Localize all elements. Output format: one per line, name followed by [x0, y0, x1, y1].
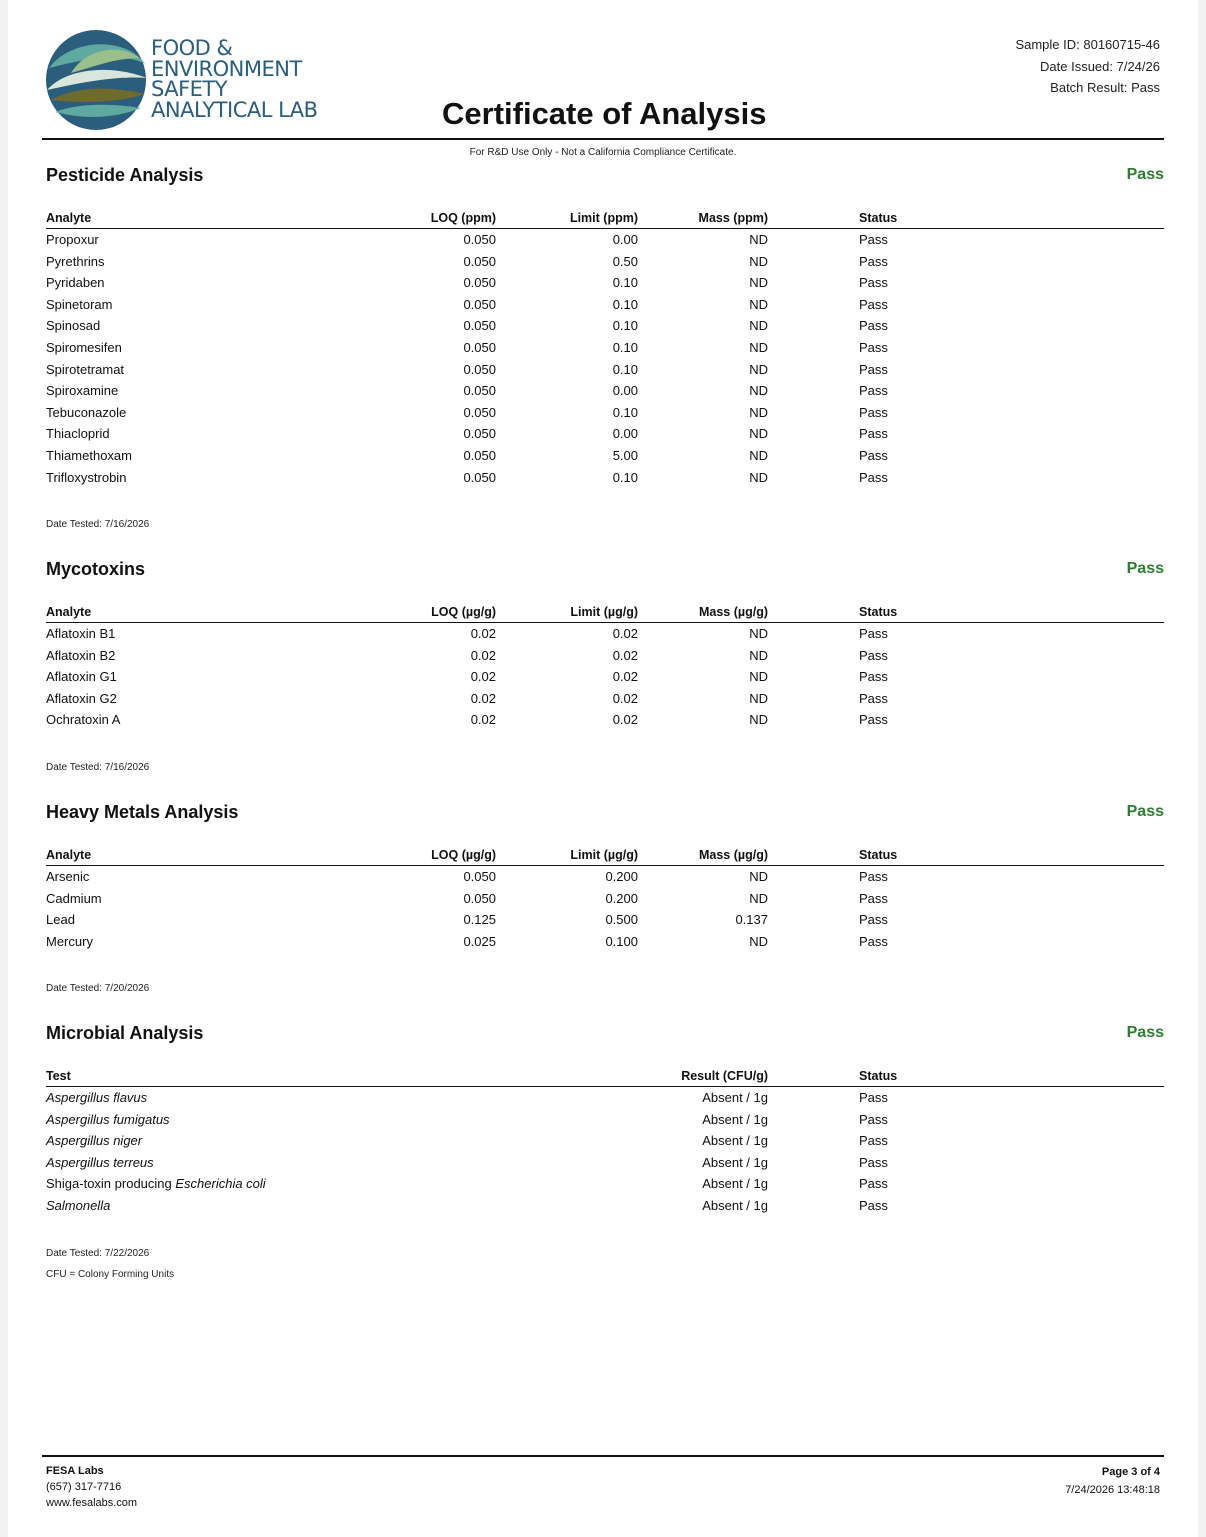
table-row [46, 1087, 1164, 1109]
status-cell: Pass [859, 933, 888, 949]
table-header [46, 1068, 1164, 1087]
test-cell [46, 1112, 170, 1127]
result-cell: Absent / 1g [702, 1090, 768, 1105]
mass-cell: ND [749, 447, 768, 463]
table-row [46, 315, 1164, 337]
batch-result: Batch Result: Pass [1050, 80, 1160, 95]
limit-cell: 0.10 [612, 339, 638, 355]
mass-cell: ND [749, 383, 768, 399]
status-cell: Pass [859, 647, 888, 663]
limit-cell: 0.00 [612, 426, 638, 442]
limit-cell: 0.200 [605, 869, 638, 884]
analyte-cell: Cadmium [46, 890, 102, 906]
mass-cell: ND [749, 339, 768, 355]
status-cell: Pass [859, 669, 888, 685]
limit-cell: 5.00 [612, 447, 638, 463]
sample-meta [1015, 34, 1160, 99]
mass-cell: ND [749, 626, 768, 641]
test-prefix: Shiga-toxin producing [46, 1176, 176, 1192]
table-row [46, 623, 1164, 645]
result-cell: Absent / 1g [702, 1176, 768, 1192]
status-cell: Pass [859, 426, 888, 442]
table-row [46, 337, 1164, 359]
section-title: Mycotoxins [46, 559, 146, 579]
col-status: Status [859, 848, 898, 862]
status-cell: Pass [859, 626, 888, 641]
status-cell: Pass [859, 318, 888, 334]
limit-cell: 0.02 [612, 626, 638, 641]
disclaimer: For R&D Use Only - Not a California Compliance Certificate. [469, 147, 737, 158]
col-test: Test [46, 1069, 71, 1083]
lab-name-line-2: ENVIRONMENT [151, 56, 302, 81]
analyte-cell: Ochratoxin A [46, 712, 121, 728]
print-timestamp: 7/24/2026 13:48:18 [1065, 1484, 1160, 1496]
table-row [46, 272, 1164, 294]
table-row [46, 445, 1164, 467]
mass-cell: ND [749, 404, 768, 420]
col-mass: Mass (µg/g) [698, 605, 768, 619]
loq-cell: 0.050 [463, 296, 496, 312]
status-cell: Pass [859, 869, 888, 884]
analyte-cell: Spiroxamine [46, 383, 119, 399]
mass-cell: ND [749, 690, 768, 706]
section-result: Pass [1126, 560, 1164, 577]
limit-cell: 0.02 [612, 669, 638, 685]
loq-cell: 0.02 [470, 690, 496, 706]
loq-cell: 0.050 [463, 890, 496, 906]
col-loq: LOQ (µg/g) [431, 605, 496, 619]
loq-cell: 0.02 [470, 669, 496, 685]
status-cell: Pass [859, 339, 888, 355]
date-tested: Date Tested: 7/16/2026 [46, 762, 150, 773]
status-cell: Pass [859, 404, 888, 420]
mass-cell: ND [749, 253, 768, 269]
analyte-cell: Propoxur [46, 232, 99, 247]
loq-cell: 0.125 [463, 912, 496, 928]
loq-cell: 0.050 [463, 404, 496, 420]
analyte-cell: Spinosad [46, 318, 101, 334]
table-row [46, 467, 1164, 489]
table-row [46, 666, 1164, 688]
analyte-cell: Aflatoxin G1 [46, 669, 117, 685]
mass-cell: 0.137 [735, 912, 768, 928]
loq-cell: 0.050 [463, 469, 496, 485]
certificate-page [8, 0, 1198, 1537]
analyte-cell: Pyrethrins [46, 253, 105, 269]
analyte-cell: Lead [46, 912, 75, 928]
status-cell: Pass [859, 232, 888, 247]
status-cell: Pass [859, 447, 888, 463]
analyte-cell: Spirotetramat [46, 361, 125, 377]
table-row [46, 709, 1164, 731]
organism-name: Aspergillus niger [46, 1133, 143, 1149]
lab-name-line-3: SAFETY [151, 77, 228, 101]
mass-cell: ND [749, 232, 768, 247]
status-cell: Pass [859, 1090, 888, 1105]
loq-cell: 0.050 [463, 275, 496, 291]
analyte-cell: Thiamethoxam [46, 447, 132, 463]
analyte-cell: Thiacloprid [46, 426, 110, 442]
footer-contact [46, 1463, 137, 1511]
mass-cell: ND [749, 296, 768, 312]
limit-cell: 0.10 [612, 361, 638, 377]
col-mass: Mass (µg/g) [698, 848, 768, 862]
header-divider [42, 138, 1164, 140]
test-cell [46, 1155, 154, 1170]
table-row [46, 423, 1164, 445]
status-cell: Pass [859, 1154, 888, 1170]
limit-cell: 0.50 [612, 253, 638, 269]
lab-name [151, 38, 318, 120]
analyte-cell: Pyridaben [46, 275, 105, 291]
limit-cell: 0.200 [605, 890, 638, 906]
table-header [46, 604, 1164, 623]
table-header [46, 210, 1164, 229]
limit-cell: 0.00 [612, 232, 638, 247]
section-result: Pass [1126, 803, 1164, 820]
table-row [46, 1109, 1164, 1131]
status-cell: Pass [859, 361, 888, 377]
table-row [46, 402, 1164, 424]
table-row [46, 931, 1164, 953]
analyte-cell: Aflatoxin B2 [46, 647, 116, 663]
organism-name: Aspergillus fumigatus [46, 1111, 170, 1127]
footer-divider [42, 1455, 1164, 1457]
mass-cell: ND [749, 469, 768, 485]
loq-cell: 0.050 [463, 447, 496, 463]
table-row [46, 359, 1164, 381]
mycotoxin-rows [46, 623, 1164, 731]
page-title: Certificate of Analysis [442, 96, 767, 131]
mass-cell: ND [749, 712, 768, 728]
col-analyte: Analyte [46, 848, 92, 862]
mass-cell: ND [749, 361, 768, 377]
col-limit: Limit (ppm) [569, 211, 638, 225]
loq-cell: 0.050 [463, 383, 496, 399]
status-cell: Pass [859, 383, 888, 399]
date-issued: Date Issued: 7/24/26 [1040, 58, 1160, 74]
col-analyte: Analyte [46, 211, 92, 225]
mass-cell: ND [749, 933, 768, 949]
table-row [46, 645, 1164, 667]
table-row [46, 866, 1164, 888]
lab-name-line-1: FOOD & [151, 36, 233, 60]
limit-cell: 0.100 [605, 933, 638, 949]
result-cell: Absent / 1g [702, 1197, 768, 1213]
loq-cell: 0.050 [463, 232, 496, 247]
status-cell: Pass [859, 912, 888, 928]
status-cell: Pass [859, 275, 888, 291]
loq-cell: 0.050 [463, 361, 496, 377]
limit-cell: 0.500 [605, 912, 638, 928]
organism-name: Salmonella [46, 1197, 111, 1213]
limit-cell: 0.10 [612, 469, 638, 485]
table-row [46, 1152, 1164, 1174]
table-row [46, 909, 1164, 931]
status-cell: Pass [859, 469, 888, 485]
col-result: Result (CFU/g) [681, 1069, 768, 1083]
status-cell: Pass [859, 890, 888, 906]
loq-cell: 0.02 [470, 626, 496, 641]
loq-cell: 0.02 [470, 647, 496, 663]
mass-cell: ND [749, 318, 768, 334]
col-status: Status [859, 605, 898, 619]
col-mass: Mass (ppm) [698, 211, 768, 225]
table-row [46, 380, 1164, 402]
status-cell: Pass [859, 712, 888, 728]
limit-cell: 0.10 [612, 404, 638, 420]
col-status: Status [859, 211, 898, 225]
result-cell: Absent / 1g [702, 1154, 768, 1170]
limit-cell: 0.10 [612, 275, 638, 291]
pesticide-rows [46, 229, 1164, 488]
loq-cell: 0.050 [463, 339, 496, 355]
sample-id: Sample ID: 80160715-46 [1015, 37, 1160, 52]
table-row [46, 1173, 1164, 1195]
loq-cell: 0.050 [463, 869, 496, 884]
status-cell: Pass [859, 1197, 888, 1213]
analyte-cell: Spiromesifen [46, 339, 122, 355]
col-status: Status [859, 1069, 898, 1083]
result-cell: Absent / 1g [702, 1111, 768, 1127]
cfu-note: CFU = Colony Forming Units [46, 1269, 175, 1280]
table-header [46, 847, 1164, 866]
lab-name-line-4: ANALYTICAL LAB [151, 97, 318, 122]
status-cell: Pass [859, 1111, 888, 1127]
section-result: Pass [1126, 1024, 1164, 1041]
col-limit: Limit (µg/g) [570, 605, 638, 619]
status-cell: Pass [859, 1176, 888, 1192]
metal-rows [46, 866, 1164, 952]
website-link[interactable]: www.fesalabs.com [46, 1497, 138, 1509]
table-row [46, 888, 1164, 910]
status-cell: Pass [859, 253, 888, 269]
limit-cell: 0.02 [612, 647, 638, 663]
section-result: Pass [1126, 166, 1164, 183]
company-name: FESA Labs [46, 1465, 104, 1477]
loq-cell: 0.050 [463, 318, 496, 334]
status-cell: Pass [859, 296, 888, 312]
loq-cell: 0.050 [463, 426, 496, 442]
section-title: Microbial Analysis [46, 1023, 204, 1043]
col-loq: LOQ (ppm) [430, 211, 496, 225]
date-tested: Date Tested: 7/16/2026 [46, 519, 150, 530]
test-cell [46, 1090, 147, 1105]
date-tested: Date Tested: 7/22/2026 [46, 1248, 150, 1259]
mass-cell: ND [749, 869, 768, 884]
page-number: Page 3 of 4 [1101, 1466, 1160, 1478]
table-row [46, 1195, 1164, 1217]
table-row [46, 229, 1164, 251]
mass-cell: ND [749, 275, 768, 291]
mass-cell: ND [749, 426, 768, 442]
table-row [46, 251, 1164, 273]
organism-name: Aspergillus terreus [46, 1154, 154, 1170]
loq-cell: 0.050 [463, 253, 496, 269]
analyte-cell: Trifloxystrobin [46, 469, 127, 485]
test-cell [46, 1198, 110, 1213]
phone-number: (657) 317-7716 [46, 1481, 122, 1493]
analyte-cell: Aflatoxin B1 [46, 626, 116, 641]
organism-name: Aspergillus flavus [46, 1090, 148, 1105]
limit-cell: 0.00 [612, 383, 638, 399]
limit-cell: 0.10 [612, 318, 638, 334]
col-analyte: Analyte [46, 605, 92, 619]
analyte-cell: Mercury [46, 933, 93, 949]
result-cell: Absent / 1g [702, 1133, 768, 1149]
loq-cell: 0.02 [470, 712, 496, 728]
table-row [46, 294, 1164, 316]
analyte-cell: Tebuconazole [46, 404, 127, 420]
test-cell [46, 1133, 142, 1148]
mass-cell: ND [749, 890, 768, 906]
date-tested: Date Tested: 7/20/2026 [46, 983, 150, 994]
limit-cell: 0.02 [612, 712, 638, 728]
limit-cell: 0.02 [612, 690, 638, 706]
loq-cell: 0.025 [463, 933, 496, 949]
col-limit: Limit (µg/g) [570, 848, 638, 862]
limit-cell: 0.10 [612, 296, 638, 312]
analyte-cell: Aflatoxin G2 [46, 690, 117, 706]
section-title: Pesticide Analysis [46, 165, 204, 185]
status-cell: Pass [859, 690, 888, 706]
analyte-cell: Arsenic [46, 869, 90, 884]
microbial-rows [46, 1087, 1164, 1217]
test-cell [46, 1176, 266, 1191]
table-row [46, 688, 1164, 710]
section-title: Heavy Metals Analysis [46, 802, 239, 822]
mass-cell: ND [749, 669, 768, 685]
footer-page-info [1065, 1463, 1160, 1499]
col-loq: LOQ (µg/g) [431, 848, 496, 862]
mass-cell: ND [749, 647, 768, 663]
status-cell: Pass [859, 1133, 888, 1149]
lab-logo-icon [41, 28, 151, 132]
analyte-cell: Spinetoram [46, 296, 113, 312]
organism-name: Escherichia coli [175, 1176, 266, 1192]
table-row [46, 1130, 1164, 1152]
